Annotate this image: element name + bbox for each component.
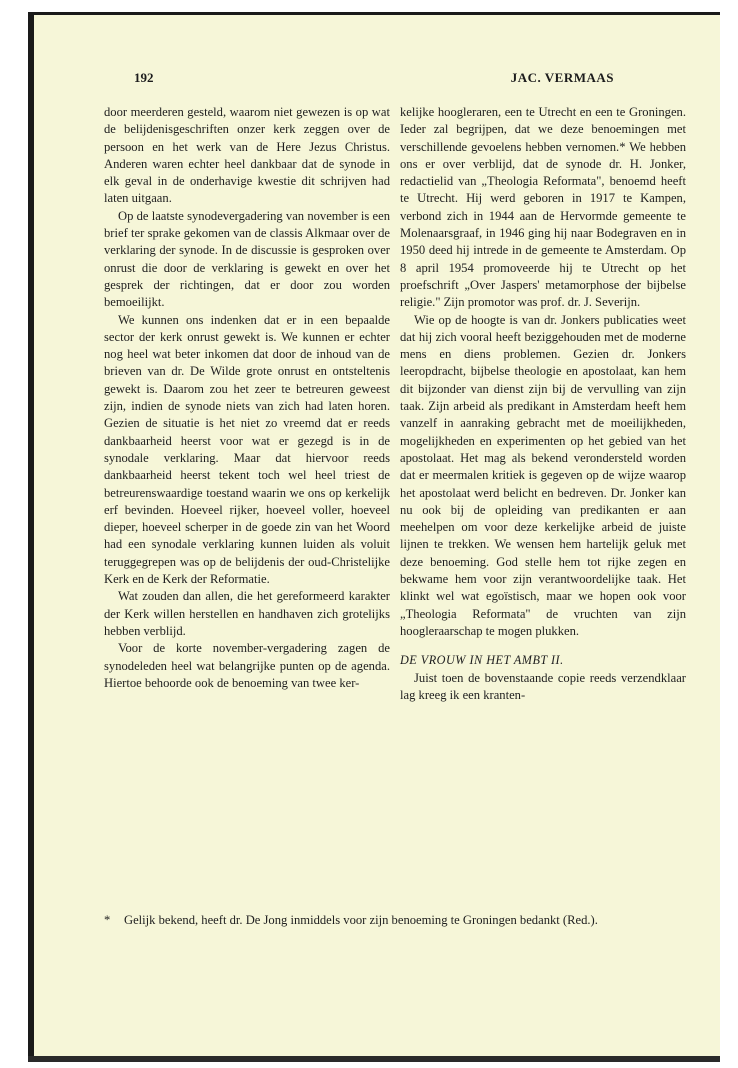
page-number: 192	[134, 70, 154, 85]
running-title: JAC. VERMAAS	[510, 70, 614, 85]
footnote-marker: *	[104, 913, 111, 927]
paragraph: Voor de korte november-vergadering zagen de synodeleden heel wat belangrijke punten op de agenda. Hiertoe behoorde ook de benoeming van twee ker-	[104, 641, 390, 690]
paragraph: Op de laatste synodevergadering van november is een brief ter sprake gekomen van de classis Alkmaar over de verklaring der synode. In de discussie is gesproken over onrust die door de verklaring is gewekt en over het gesprek der richtingen, dat er door zou worden bemoeilijkt.	[104, 208, 390, 310]
left-column	[104, 104, 390, 692]
scan-edge	[28, 1056, 720, 1062]
footnote	[104, 912, 684, 929]
paragraph: Wat zouden dan allen, die het gereformeerd karakter der Kerk willen herstellen en handhaven zich grotelijks hebben verblijd.	[104, 589, 390, 638]
paragraph: Juist toen de bovenstaande copie reeds verzendklaar lag kreeg ik een kranten-	[400, 670, 686, 702]
paragraph: door meerderen gesteld, waarom niet gewezen is op wat de belijdenisgeschriften onzer kerk zeggen over de persoon en het werk van de Here Jezus Christus. Anderen waren echter heel dankbaar dat de synode in elk geval in de onderhavige kwestie dit schrijven had laten uitgaan.	[104, 105, 390, 206]
running-header	[104, 70, 654, 90]
paragraph: kelijke hoogleraren, een te Utrecht en een te Groningen. Ieder zal begrijpen, dat we deze benoemingen met verschillende gevoelens hebben vernomen.* We hebben ons er over verblijd, dat de synode dr. H. Jonker, redactielid van „Theologia Reformata", benoemd heeft te Utrecht. Hij werd geboren in 1917 te Kampen, verbond zich in 1944 aan de Hervormde gemeente te Molenaarsgraaf, in 1946 ging hij naar Bodegraven en in 1950 deed hij intrede in de gemeente te Amsterdam. Op 8 april 1954 promoveerde hij te Utrecht op het proefschrift „Over Jaspers' metamorphose der bijbelse religie." Zijn promotor was prof. dr. J. Severijn.	[400, 105, 686, 310]
paragraph: We kunnen ons indenken dat er in een bepaalde sector der kerk onrust gewekt is. We kunnen er echter nog heel wat beter inkomen dat door de inhoud van de brieven van dr. De Wilde grote onrust en ontsteltenis gewekt is. Daarom zou het zeer te betreuren geweest zijn, indien de synode niets van zich had laten horen. Gezien de situatie is het niet zo vreemd dat er reeds dankbaarheid heerst voor wat er gezegd is in de synodale verklaring. Maar dat hiervoor reeds dankbaarheid heerst tekent toch wel heel triest de betreurenswaardige toestand waarin we ons op kerkelijk erf bevinden. Hoeveel rijker, hoeveel voller, hoeveel dieper, hoeveel scherper in de goede zin van het Woord had een synodale verklaring kunnen luiden als voluit teruggegrepen was op de belijdenis der oud-Christelijke Kerk en de Kerk der Reformatie.	[104, 312, 390, 587]
right-column	[400, 104, 686, 704]
section-heading: DE VROUW IN HET AMBT II.	[400, 653, 564, 668]
footnote-text: Gelijk bekend, heeft dr. De Jong inmiddels voor zijn benoeming te Groningen bedankt (Red.).	[124, 913, 598, 927]
paragraph: Wie op de hoogte is van dr. Jonkers publicaties weet dat hij zich vooral heeft beziggehouden met de moderne mens en diens problemen. Gezien dr. Jonkers leeropdracht, bijbelse theologie en apostolaat, kan hem dit bijzonder van dienst zijn bij de vervulling van zijn taak. Zijn arbeid als predikant in Amsterdam heeft hem vanzelf in aanraking gebracht met de moeilijkheden, mogelijkheden en experimenten op het gebied van het apostolaat. Het mag als bekend verondersteld worden dat er meermalen kritiek is gegeven op de wijze waarop het apostolaat werd belicht en bedreven. Dr. Jonker kan nu ook bij de opleiding van predikanten er aan meehelpen om voor deze kerkelijke arbeid de juiste lijnen te trekken. We wensen hem hartelijk geluk met deze benoeming. God stelle hem tot rijke zegen en bekwame hem voor zijn verantwoordelijke taak. Het klinkt wel wat egoïstisch, maar we hopen ook voor „Theologia Reformata" de vruchten van zijn hoogleraarschap te mogen plukken.	[400, 312, 686, 638]
